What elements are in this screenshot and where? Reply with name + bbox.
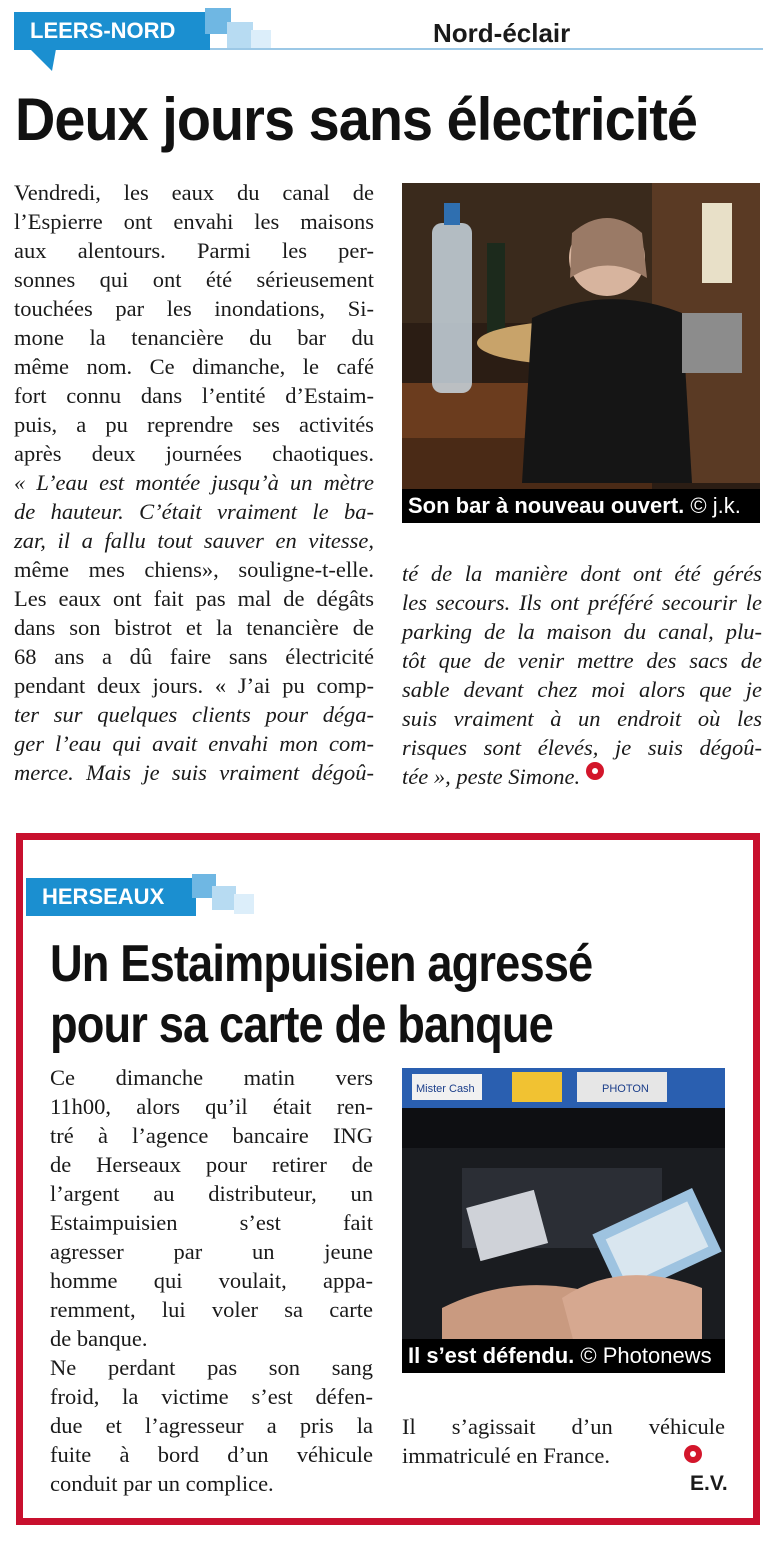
section-tag-label: HERSEAUX: [42, 884, 165, 909]
text-line: Ce dimanche matin vers: [50, 1065, 373, 1090]
caption-credit: © j.k.: [690, 493, 741, 518]
text-line: puis, a pu reprendre ses activités: [14, 412, 374, 437]
caption-title: Il s’est défendu.: [408, 1343, 575, 1368]
atm-photo: [402, 1068, 725, 1373]
text-line: zar, il a fallu tout sauver en vitesse,: [14, 528, 374, 553]
text-line: l’Espierre ont envahi les maisons: [14, 209, 374, 234]
article-body-right: [402, 1412, 725, 1470]
text-line: ter sur quelques clients pour déga-: [14, 702, 374, 727]
photo-caption: [402, 1339, 725, 1373]
end-mark-icon: [586, 762, 604, 780]
text-line: sable devant chez moi alors que je: [402, 677, 762, 702]
text-line: après deux journées chaotiques.: [14, 441, 374, 466]
text-line: immatriculé en France.: [402, 1443, 611, 1468]
section-tag-label: LEERS-NORD: [30, 18, 176, 43]
text-line: aux alentours. Parmi les per-: [14, 238, 374, 263]
text-line: remment, lui voler sa carte: [50, 1297, 373, 1322]
text-line: les secours. Ils ont préféré secourir le: [402, 590, 762, 615]
text-line: froid, la victime s’est défen-: [50, 1384, 373, 1409]
text-line: fuite à bord d’un véhicule: [50, 1442, 373, 1467]
text-line: 68 ans a dû faire sans électricité: [14, 644, 374, 669]
text-line: tée », peste Simone.: [402, 762, 762, 791]
article-title-line-1: Un Estaimpuisien agressé: [50, 935, 593, 993]
text-line: Il s’agissait d’un véhicule: [402, 1414, 725, 1439]
text-line: ger l’eau qui avait envahi mon com-: [14, 731, 374, 756]
text-line: même nom. Ce dimanche, le café: [14, 354, 374, 379]
text-line: Estaimpuisien s’est fait: [50, 1210, 373, 1235]
text-line: tôt que de venir mettre des sacs de: [402, 648, 762, 673]
text-line: agresser par un jeune: [50, 1239, 373, 1264]
caption-credit: © Photonews: [580, 1343, 712, 1368]
text-line: l’argent au distributeur, un: [50, 1181, 373, 1206]
text-line: due et l’agresseur a pris la: [50, 1413, 373, 1438]
text-line: tré à l’agence bancaire ING: [50, 1123, 373, 1148]
publication-name: Nord-éclair: [433, 18, 571, 48]
article-title: Deux jours sans électricité: [15, 86, 698, 153]
text-line: conduit par un complice.: [50, 1471, 274, 1496]
author-signature: E.V.: [690, 1472, 728, 1495]
text-line: fort connu dans l’entité d’Estaim-: [14, 383, 374, 408]
end-mark-icon: [684, 1445, 702, 1463]
text-line: 11h00, alors qu’il était ren-: [50, 1094, 373, 1119]
bar-scene-image: [402, 183, 760, 523]
text-line: merce. Mais je suis vraiment dégoû-: [14, 760, 374, 785]
text-line: suis vraiment à un endroit où les: [402, 706, 762, 731]
text-line: de Herseaux pour retirer de: [50, 1152, 373, 1177]
article-body-left: [50, 1063, 373, 1498]
text-line: Vendredi, les eaux du canal de: [14, 180, 374, 205]
section-tag-herseaux: [26, 878, 196, 916]
text-line: mone la tenancière du bar du: [14, 325, 374, 350]
text-line: homme qui voulait, appa-: [50, 1268, 373, 1293]
photo-caption: [402, 489, 760, 523]
article-body-left: [14, 178, 374, 787]
caption-title: Son bar à nouveau ouvert.: [408, 493, 685, 518]
text-line: té de la manière dont ont été gérés: [402, 561, 762, 586]
text-line: touchées par les inondations, Si-: [14, 296, 374, 321]
section-tag-leers-nord: [14, 12, 210, 50]
tag-pointer-icon: [30, 49, 56, 73]
text-line: pendant deux jours. « J’ai pu comp-: [14, 673, 374, 698]
text-line: même mes chiens», souligne-t-elle.: [14, 557, 374, 582]
text-line: dans son bistrot et la tenancière de: [14, 615, 374, 640]
text-line: de hauteur. C’était vraiment le ba-: [14, 499, 374, 524]
article-title-line-2: pour sa carte de banque: [50, 996, 553, 1054]
atm-label-mister-cash: Mister Cash: [416, 1083, 475, 1095]
text-line: de banque.: [50, 1326, 148, 1351]
article-body-right: [402, 559, 762, 791]
text-line: sonnes qui ont été sérieusement: [14, 267, 374, 292]
text-line: risques sont élevés, je suis dégoû-: [402, 735, 762, 760]
text-line: Ne perdant pas son sang: [50, 1355, 373, 1380]
atm-scene-image: [402, 1068, 725, 1373]
bar-photo: [402, 183, 760, 523]
text-line: « L’eau est montée jusqu’à un mètre: [14, 470, 374, 495]
text-line: parking de la maison du canal, plu-: [402, 619, 762, 644]
text-line: Les eaux ont fait pas mal de dégâts: [14, 586, 374, 611]
atm-label-photon: PHOTON: [602, 1083, 649, 1095]
